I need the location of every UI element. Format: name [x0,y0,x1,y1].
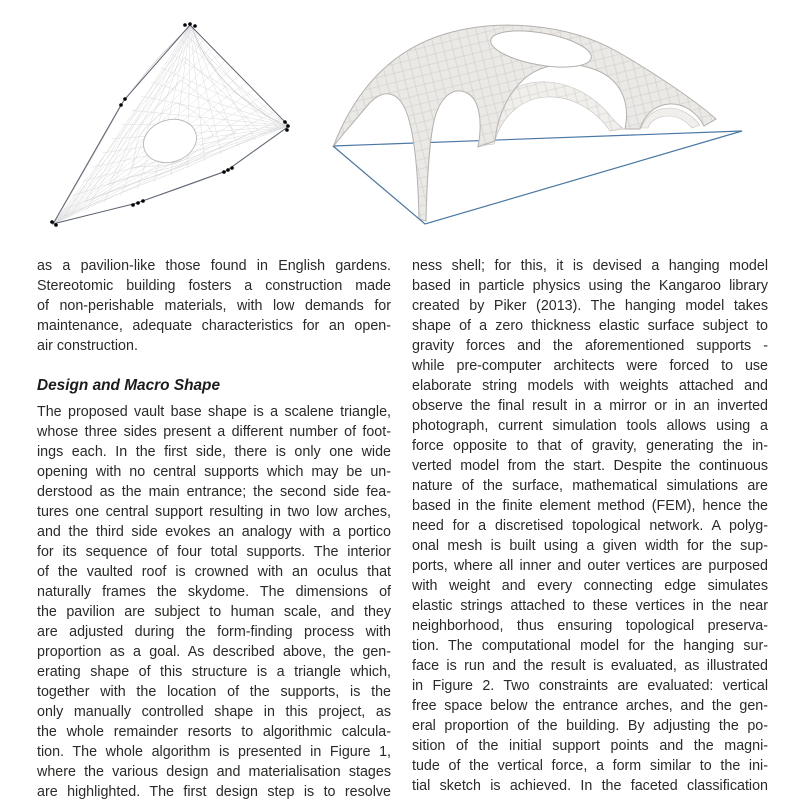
text-line: Stereotomic building fosters a construction made [37,278,391,294]
figures-row [0,0,800,252]
text-line: ness shell; for this, it is devised a hanging model [412,258,768,274]
text-line: sition of the initial support points and the magni- [412,738,768,754]
text-line: need for a discretised topological network. A polyg- [412,518,768,534]
text-line: air construction. [37,338,138,354]
text-line: naturally frames the skydome. The dimensions of [37,584,391,600]
text-line: tude of the vertical force, a form similar to the ini- [412,758,768,774]
text-line: elaborate string models with weights attached and [412,378,768,394]
text-line: photograph, current simulation tools allows using a [412,418,768,434]
text-line: for its sequence of four total supports. The interior [37,544,391,560]
paragraph-stereotomic [37,256,391,356]
text-line: only manually controlled shape in this project, as [37,704,391,720]
text-line: derstood as the main entrance; the second side fea- [37,484,391,500]
text-line: whose three sides present a different number of foot- [37,424,391,440]
text-line: tion. The computational model for the hanging sur- [412,638,768,654]
text-line: are adjusted during the form-finding process with [37,624,391,640]
text-line: while pre-computer architects were forced to use [412,358,768,374]
text-line: based in the finite element method (FEM), hence the [412,498,768,514]
text-line: in Figure 2. Two constraints are evaluated: vertical [412,678,768,694]
text-line: created by Piker (2013). The hanging model takes [412,298,768,314]
text-line: the pavilion are subject to human scale, and they [37,604,391,620]
text-line: onal mesh is built using a given width for the sup- [412,538,768,554]
text-line: erating shape of this structure is a triangle which, [37,664,391,680]
text-line: ings each. In the first side, there is only one wide [37,444,391,460]
text-line: observe the final result in a mirror or in an inverted [412,398,768,414]
text-line: elastic strings attached to these vertices in the near [412,598,768,614]
text-line: where the various design and materialisation stages [37,764,391,780]
text-line: face is run and the result is evaluated, as illustrated [412,658,768,674]
text-line: maintenance, adequate characteristics for an open- [37,318,391,334]
text-line: with weight and every connecting edge simulates [412,578,768,594]
base-triangle-back-edge [333,131,742,146]
right-column [412,256,768,796]
figure-vault-render [333,24,742,224]
text-line: tial sketch is achieved. In the faceted classification [412,778,768,794]
text-line: neighborhood, thus ensuring topological preserva- [412,618,768,634]
text-line: of non-perishable materials, with low demands for [37,298,391,314]
base-triangle-front-edges [333,131,742,224]
text-line: force opposite to that of gravity, generating the in- [412,438,768,454]
text-line: free space below the entrance arches, and the gen- [412,698,768,714]
figure-plan-mesh [50,22,290,227]
paragraph-hanging-model [412,256,768,796]
text-line: the whole remainder resorts to algorithmic calcula- [37,724,391,740]
text-line: tion. The whole algorithm is presented in Figure 1, [37,744,391,760]
text-line: of the vaulted roof is crowned with an oculus that [37,564,391,580]
text-line: shape of a zero thickness elastic surface subject to [412,318,768,334]
text-line: nature of the surface, mathematical simulations are [412,478,768,494]
left-column [37,256,391,800]
text-line: ports, where all inner and outer vertices are purposed [412,558,768,574]
text-line: and the third side evokes an analogy with a portico [37,524,391,540]
text-line: eral proportion of the building. By adjusting the po- [412,718,768,734]
text-line: proportion as a goal. As described above, the gen- [37,644,391,660]
text-line: gravity forces and the aforementioned supports - [412,338,768,354]
text-line: are highlighted. The first design step is to resolve [37,784,391,800]
text-line: as a pavilion-like those found in English gardens. [37,258,391,274]
text-line: tures one central support resulting in two low arches, [37,504,391,520]
vault-shell [333,24,716,221]
text-line: together with the location of the supports, is the [37,684,391,700]
paragraph-design-macro-shape [37,402,391,800]
text-line: opening with no central supports which may be un- [37,464,391,480]
text-line: based in particle physics using the Kangaroo library [412,278,768,294]
section-heading: Design and Macro Shape [37,377,221,394]
text-line: The proposed vault base shape is a scalene triangle, [37,404,391,420]
text-line: verted model from the start. Despite the continuous [412,458,768,474]
